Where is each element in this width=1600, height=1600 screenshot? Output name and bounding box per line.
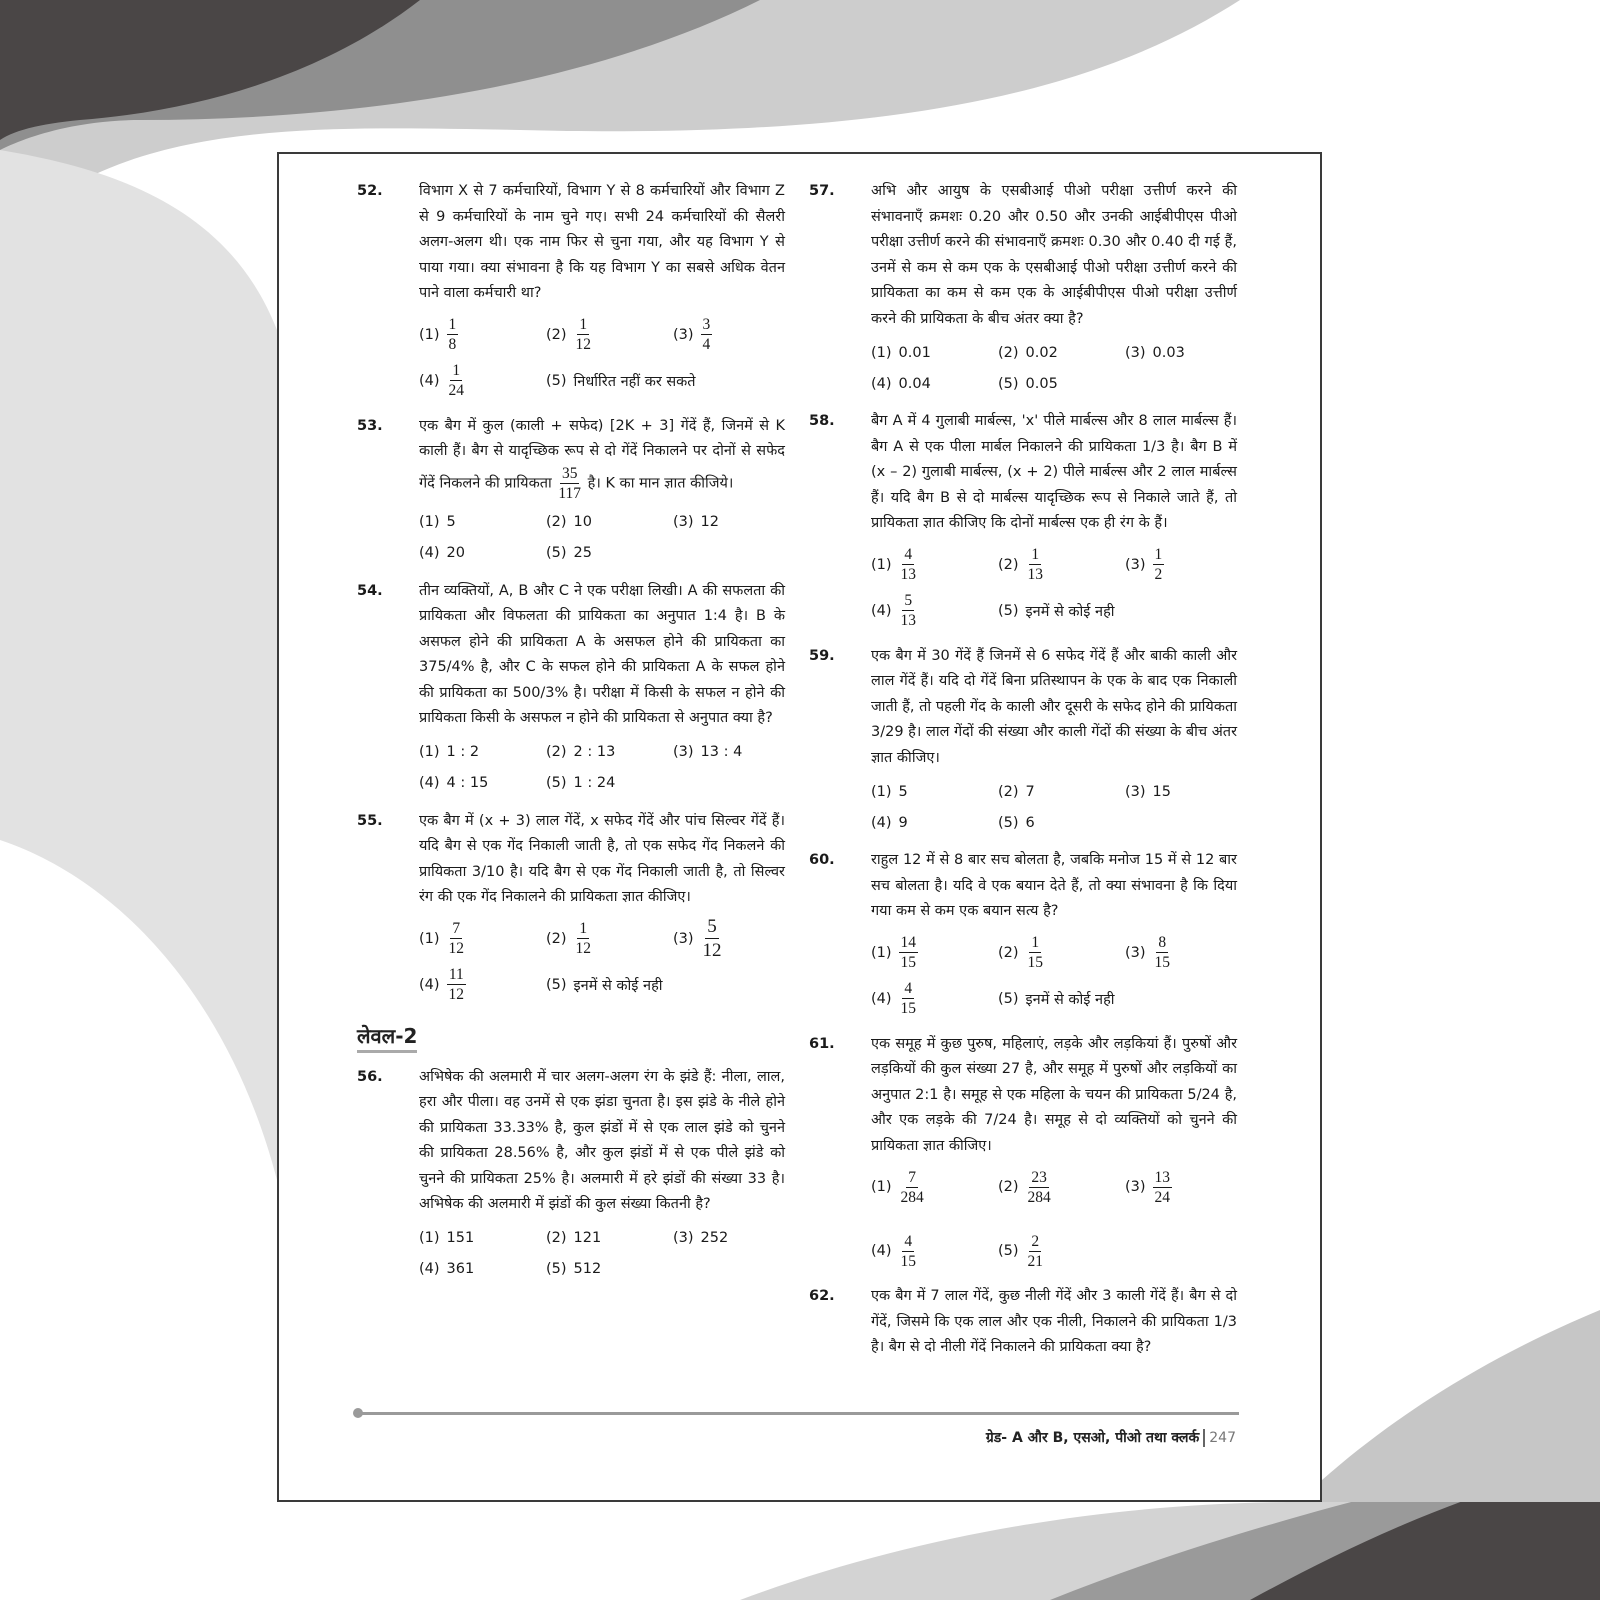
option-3[interactable]: (3) 0.03 [1125,344,1185,361]
option-3[interactable]: (3) $\frac{3}{4}$ [673,316,711,353]
question-text: बैग A में 4 गुलाबी मार्बल्स, 'x' पीले मार्बल्स और 8 लाल मार्बल्स हैं। बैग A से एक पीला मार्बल निकालने की प्रायिकता 1/3 है। बैग B में (x – 2) गुलाबी मार्बल्स, (x + 2) पीले मार्बल्स और 2 लाल मार्बल्स हैं। यदि बैग B से दो मार्बल्स यादृच्छिक रूप से निकाले जाते हैं, तो प्रायिकता ज्ञात कीजिए कि दोनों मार्बल्स एक ही रंग के हैं। [871,413,1237,531]
question-number: 60. [809,852,835,868]
option-4[interactable]: (4) $\frac{4}{15}$ [871,1232,917,1270]
fraction: $\frac{1}{12}$ [575,316,592,353]
question-text: विभाग X से 7 कर्मचारियों, विभाग Y से 8 कर्मचारियों और विभाग Z से 9 कर्मचारियों के नाम चुने गए। सभी 24 कर्मचारियों की सैलरी अलग-अलग थी। एक नाम फिर से चुना गया, और यह विभाग Y से पाया गया। क्या संभावना है कि यह विभाग Y का सबसे अधिक वेतन पाने वाला कर्मचारी था? [419,183,785,301]
question-60 [809,848,1237,1022]
fraction: $\frac{4}{13}$ [900,546,917,583]
fraction: $\frac{2}{21}$ [1027,1232,1044,1270]
option-4[interactable]: (4) 9 [871,814,908,831]
option-4[interactable]: (4) $\frac{4}{15}$ [871,980,917,1017]
answer-options [419,312,785,404]
question-text: एक बैग में (x + 3) लाल गेंदें, x सफेद गेंदें और पांच सिल्वर गेंदें हैं। यदि बैग से एक गेंद निकाली जाती है, तो एक सफेद गेंद निकलने की प्रायिकता 3/10 है। यदि बैग से एक गेंद निकाली जाती है, तो सिल्वर रंग की एक गेंद निकालने की प्रायिकता ज्ञात कीजिए। [419,812,785,905]
option-5[interactable]: (5) 512 [546,1261,602,1277]
answer-options [871,776,1237,838]
question-text: एक बैग में 7 लाल गेंदें, कुछ नीली गेंदें और 3 काली गेंदें हैं। बैग से दो गेंदें, जिसमे कि एक लाल और एक नीली, निकालने की प्रायिकता 1/3 है। बैग से दो नीली गेंदें निकालने की प्रायिकता क्या है? [871,1288,1237,1355]
option-1[interactable]: (1) $\frac{7}{12}$ [419,920,465,957]
fraction: $\frac{23}{284}$ [1027,1168,1051,1206]
fraction: $\frac{5}{13}$ [900,592,917,629]
question-text: तीन व्यक्तियों, A, B और C ने एक परीक्षा लिखी। A की सफलता की प्रायिकता और विफलता की प्रायिकता का अनुपात 1:4 है। B के असफल होने की प्रायिकता A के असफल होने की प्रायिकता का 375/4% है, और C के सफल होने की प्रायिकता A के सफल होने की प्रायिकता का 500/3% है। परीक्षा में किसी के सफल न होने की प्रायिकता किसी के असफल न होने की प्रायिकता से अनुपात क्या है? [419,582,785,726]
question-61 [809,1032,1237,1275]
option-1[interactable]: (1) 1 : 2 [419,744,480,760]
question-number: 53. [357,417,383,434]
option-5[interactable]: (5) इनमें से कोई नही [546,976,663,994]
question-54 [357,579,785,799]
option-4[interactable]: (4) $\frac{5}{13}$ [871,592,917,629]
option-5[interactable]: (5) $\frac{2}{21}$ [998,1232,1044,1270]
question-text: एक बैग में कुल (काली + सफेद) [2K + 3] गेंदें हैं, जिनमें से K काली हैं। बैग से यादृच्छिक रूप से दो गेंदें निकालने पर दोनों से सफेद गेंदें निकलने की प्रायिकता $\frac{35}{117}$ है। K का मान ज्ञात कीजिये। [419,417,785,502]
answer-options [419,507,785,569]
option-2[interactable]: (2) 10 [546,514,592,530]
fraction: $\frac{11}{12}$ [448,966,465,1003]
fraction: $\frac{7}{12}$ [448,920,465,957]
section-heading: लेवल-2 [357,1022,417,1053]
fraction: $\frac{1}{2}$ [1154,546,1163,583]
option-2[interactable]: (2) 0.02 [998,344,1058,361]
option-1[interactable]: (1) 5 [419,514,456,530]
question-53 [357,414,785,569]
option-3[interactable]: (3) $\frac{8}{15}$ [1125,934,1171,971]
fraction: $\frac{13}{24}$ [1154,1168,1171,1206]
answer-options [419,916,785,1008]
footer-title: ग्रेड- A और B, एसओ, पीओ तथा क्लर्क [985,1430,1200,1446]
option-3[interactable]: (3) $\frac{1}{2}$ [1125,546,1163,583]
question-text: राहुल 12 में से 8 बार सच बोलता है, जबकि मनोज 15 में से 12 बार सच बोलता है। यदि वे एक बयान देते हैं, तो क्या संभावना है कि दिया गया कम से कम एक बयान सत्य है? [871,852,1237,919]
question-text: अभिषेक की अलमारी में चार अलग-अलग रंग के झंडे हैं: नीला, लाल, हरा और पीला। वह उनमें से एक झंडा चुनता है। इस झंडे के नीले होने की प्रायिकता 33.33% है, कुल झंडों में से एक लाल झंडे को चुनने की प्रायिकता 28.56% है, और कुल झंडों में से एक पीले झंडे को चुनने की प्रायिकता 25% है। अलमारी में हरे झंडों की संख्या 33 है। अभिषेक की अलमारी में झंडों की कुल संख्या कितनी है? [419,1068,785,1212]
option-5[interactable]: (5) 6 [998,814,1035,831]
option-3[interactable]: (3) 12 [673,514,719,530]
answer-options [871,930,1237,1022]
option-1[interactable]: (1) $\frac{7}{284}$ [871,1168,924,1206]
left-side-swoosh [0,150,277,1180]
question-number: 56. [357,1068,383,1085]
fraction: $\frac{4}{15}$ [900,1232,917,1270]
option-5[interactable]: (5) 1 : 24 [546,775,616,791]
fraction: $\frac{1}{15}$ [1027,934,1044,971]
option-2[interactable]: (2) 2 : 13 [546,744,616,760]
option-5[interactable]: (5) 25 [546,545,592,561]
question-56 [357,1065,785,1285]
footer-separator [1203,1429,1205,1447]
option-2[interactable]: (2) $\frac{1}{12}$ [546,316,592,353]
option-3[interactable]: (3) $\frac{13}{24}$ [1125,1168,1171,1206]
fraction: $\frac{4}{15}$ [900,980,917,1017]
option-2[interactable]: (2) $\frac{1}{13}$ [998,546,1044,583]
page-number: 247 [1209,1429,1236,1446]
question-number: 62. [809,1288,835,1304]
answer-options [871,542,1237,634]
option-4[interactable]: (4) 4 : 15 [419,775,489,791]
option-5[interactable]: (5) 0.05 [998,375,1058,392]
question-number: 55. [357,812,383,829]
option-1[interactable]: (1) 151 [419,1230,475,1246]
question-number: 54. [357,582,383,599]
fraction: $\frac{3}{4}$ [702,316,711,353]
fraction: $\frac{8}{15}$ [1154,934,1171,971]
question-55 [357,809,785,1008]
answer-options [419,737,785,799]
option-2[interactable]: (2) 7 [998,783,1035,800]
right-side-swoosh [1322,1310,1600,1502]
option-4[interactable]: (4) 361 [419,1261,475,1277]
question-52 [357,179,785,404]
option-4[interactable]: (4) $\frac{1}{24}$ [419,362,465,399]
fraction: $\frac{7}{284}$ [900,1168,924,1206]
option-5[interactable]: (5) इनमें से कोई नही [998,602,1115,620]
question-text: एक समूह में कुछ पुरुष, महिलाएं, लड़के और लड़कियां हैं। पुरुषों और लड़कियों की कुल संख्या 27 है, और समूह में पुरुषों और लड़कियों का अनुपात 2:1 है। समूह से एक महिला के चयन की प्रायिकता 5/24 है, और एक लड़के की 7/24 है। समूह से दो व्यक्तियों को चुनने की प्रायिकता ज्ञात कीजिए। [871,1035,1237,1154]
answer-options [871,337,1237,399]
option-5[interactable]: (5) निर्धारित नहीं कर सकते [546,372,696,390]
question-58 [809,409,1237,634]
option-4[interactable]: (4) 0.04 [871,375,931,392]
option-5[interactable]: (5) इनमें से कोई नही [998,990,1115,1008]
question-number: 58. [809,413,835,429]
option-1[interactable]: (1) $\frac{14}{15}$ [871,934,917,971]
question-57 [809,179,1237,399]
question-text: एक बैग में 30 गेंदें हैं जिनमें से 6 सफेद गेंदें हैं और बाकी काली और लाल गेंदें हैं। यदि दो गेंदें बिना प्रतिस्थापन के एक के बाद एक निकाली जाती हैं, तो पहली गेंद के काली और दूसरी के सफेद होने की प्रायिकता 3/29 है। लाल गेंदों की संख्या और काली गेंदों की संख्या के बीच अंतर ज्ञात कीजिए। [871,647,1237,766]
option-2[interactable]: (2) $\frac{1}{12}$ [546,920,592,957]
question-number: 52. [357,183,383,199]
right-column [809,179,1237,1371]
option-4[interactable]: (4) $\frac{11}{12}$ [419,966,465,1003]
question-59 [809,644,1237,839]
answer-options [871,1164,1237,1274]
question-number: 57. [809,183,835,199]
fraction: $\frac{1}{13}$ [1027,546,1044,583]
fraction: $\frac{1}{12}$ [575,920,592,957]
question-number: 59. [809,647,835,664]
fraction: $\frac{14}{15}$ [900,934,917,971]
footer-rule [359,1412,1239,1415]
option-3[interactable]: (3) 15 [1125,783,1171,800]
fraction: $\frac{1}{24}$ [448,362,465,399]
fraction: $\frac{5}{12}$ [702,916,722,961]
inline-fraction: $\frac{35}{117}$ [558,464,582,502]
option-1[interactable]: (1) $\frac{1}{8}$ [419,316,457,353]
option-1[interactable]: (1) 5 [871,783,908,800]
question-62 [809,1284,1237,1361]
option-3[interactable]: (3) $\frac{5}{12}$ [673,916,722,961]
question-page [277,152,1322,1502]
option-3[interactable]: (3) 252 [673,1230,729,1246]
option-3[interactable]: (3) 13 : 4 [673,744,743,760]
option-2[interactable]: (2) 121 [546,1230,602,1246]
question-text: अभि और आयुष के एसबीआई पीओ परीक्षा उत्तीर्ण करने की संभावनाएँ क्रमशः 0.20 और 0.50 और उनकी आईबीपीएस पीओ परीक्षा उत्तीर्ण करने की संभावनाएँ क्रमशः 0.30 और 0.40 दी गई हैं, उनमें से कम से कम एक के एसबीआई पीओ परीक्षा उत्तीर्ण करने की प्रायिकता का कम से कम एक के आईबीपीएस पीओ परीक्षा उत्तीर्ण करने की प्रायिकता के बीच अंतर क्या है? [871,183,1237,327]
option-4[interactable]: (4) 20 [419,545,465,561]
answer-options [419,1223,785,1285]
option-2[interactable]: (2) $\frac{1}{15}$ [998,934,1044,971]
fraction: $\frac{1}{8}$ [448,316,457,353]
option-1[interactable]: (1) $\frac{4}{13}$ [871,546,917,583]
option-2[interactable]: (2) $\frac{23}{284}$ [998,1168,1051,1206]
page-footer [986,1428,1236,1447]
option-1[interactable]: (1) 0.01 [871,344,931,361]
left-column [357,179,785,1295]
question-number: 61. [809,1035,835,1052]
